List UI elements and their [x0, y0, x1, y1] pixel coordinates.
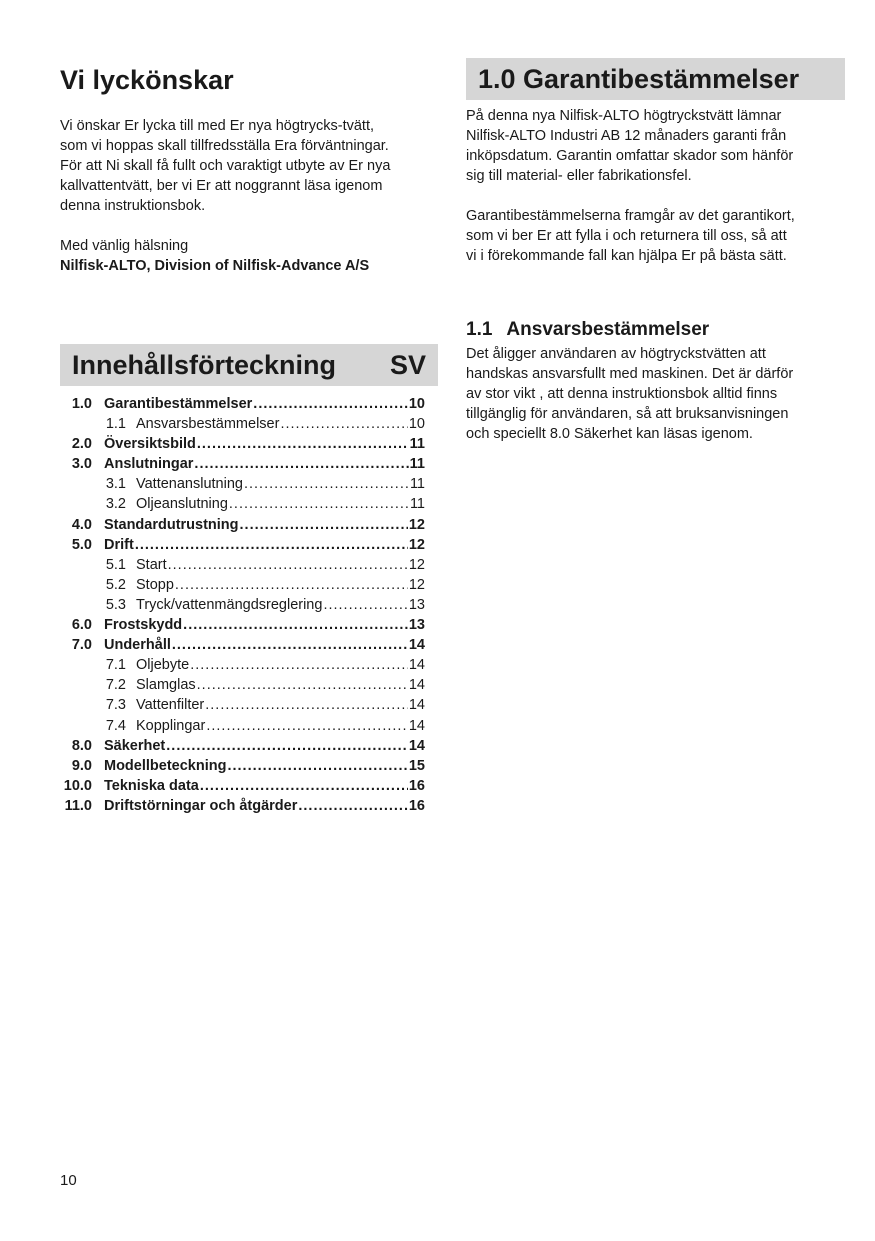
- liability-title: Ansvarsbestämmelser: [506, 319, 710, 340]
- toc-entry-number: 8.0: [71, 737, 92, 754]
- toc-entry-page: 16: [408, 797, 425, 814]
- toc-entry: [60, 555, 438, 575]
- toc-entry-number: 7.3: [105, 697, 126, 714]
- toc-leader-dots: [197, 434, 409, 454]
- toc-entry-page: 12: [408, 536, 425, 553]
- liability-line: av stor vikt , att denna instruktionsbok alltid finns: [466, 386, 778, 402]
- toc-entry: [60, 394, 438, 414]
- warranty-heading: 1.0 Garantibestämmelser: [466, 58, 845, 100]
- warranty-line: vi i förekommande fall kan hjälpa Er på bästa sätt.: [466, 248, 787, 264]
- toc-entry-title: Säkerhet: [104, 737, 166, 754]
- toc-entry-number: 10.0: [63, 777, 92, 794]
- toc-entry-title: Frostskydd: [104, 617, 183, 634]
- intro-line: denna instruktionsbok.: [60, 198, 206, 214]
- toc-entry-number: 4.0: [71, 516, 92, 533]
- toc-leader-dots: [166, 736, 408, 756]
- toc-entry-number: 5.2: [105, 576, 126, 593]
- toc-entry-title: Standardutrustning: [104, 516, 239, 533]
- toc-entry: [60, 454, 438, 474]
- intro-heading: Vi lyckönskar: [60, 65, 234, 95]
- toc-leader-dots: [172, 635, 408, 655]
- liability-line: Det åligger användaren av högtryckstvätten att: [466, 346, 766, 362]
- toc-entry: [60, 796, 438, 816]
- warranty-line: sig till material- eller fabrikationsfel.: [466, 168, 692, 184]
- toc-entry-page: 14: [408, 697, 425, 714]
- toc-entry-title: Drift: [104, 536, 134, 553]
- greeting: Med vänlig hälsning: [60, 238, 189, 254]
- toc-entry-title: Ansvarsbestämmelser: [136, 416, 280, 433]
- liability-line: handskas ansvarsfullt med maskinen. Det är därför: [466, 366, 794, 382]
- toc-entry-number: 2.0: [71, 436, 92, 453]
- toc-leader-dots: [190, 655, 408, 675]
- toc-entry-number: 9.0: [71, 757, 92, 774]
- warranty-line: inköpsdatum. Garantin omfattar skador som hänför: [466, 148, 794, 164]
- toc-entry-number: 6.0: [71, 617, 92, 634]
- toc-leader-dots: [135, 535, 408, 555]
- toc-entry: [60, 595, 438, 615]
- toc-entry-title: Oljeanslutning: [136, 496, 228, 513]
- toc-title: Innehållsförteckning: [72, 350, 337, 380]
- toc-entry-page: 13: [408, 617, 425, 634]
- toc-leader-dots: [298, 796, 408, 816]
- toc-entry: [60, 575, 438, 595]
- liability-line: och speciellt 8.0 Säkerhet kan läsas igenom.: [466, 426, 753, 442]
- toc-entry-page: 14: [408, 637, 425, 654]
- toc-entry-page: 10: [408, 416, 425, 433]
- toc-entry: [60, 494, 438, 514]
- toc-entry-title: Kopplingar: [136, 717, 206, 734]
- toc-entry: [60, 635, 438, 655]
- toc-entry: [60, 716, 438, 736]
- toc-entry-title: Anslutningar: [104, 456, 194, 473]
- toc-entry: [60, 655, 438, 675]
- toc-entry-title: Tryck/vattenmängdsreglering: [136, 596, 323, 613]
- warranty-line: Garantibestämmelserna framgår av det garantikort,: [466, 208, 795, 224]
- toc-entry: [60, 736, 438, 756]
- toc-leader-dots: [200, 776, 408, 796]
- toc-entry-title: Slamglas: [136, 677, 196, 694]
- toc-leader-dots: [244, 474, 409, 494]
- intro-paragraph: [60, 116, 438, 216]
- table-of-contents: [60, 394, 438, 816]
- toc-entry-number: 3.0: [71, 456, 92, 473]
- toc-entry: [60, 535, 438, 555]
- left-column: [60, 60, 438, 816]
- toc-entry-page: 11: [409, 476, 425, 493]
- toc-entry-title: Underhåll: [104, 637, 171, 654]
- toc-language: SV: [389, 350, 426, 380]
- toc-entry-page: 11: [409, 436, 425, 453]
- liability-paragraph: [466, 344, 845, 444]
- toc-entry: [60, 756, 438, 776]
- toc-leader-dots: [206, 716, 408, 736]
- toc-entry-title: Tekniska data: [104, 777, 199, 794]
- toc-leader-dots: [323, 595, 407, 615]
- toc-entry-page: 14: [408, 717, 425, 734]
- toc-entry-number: 5.0: [71, 536, 92, 553]
- signature: Nilfisk-ALTO, Division of Nilfisk-Advance A/S: [60, 258, 370, 274]
- toc-leader-dots: [227, 756, 407, 776]
- toc-entry: [60, 776, 438, 796]
- toc-leader-dots: [175, 575, 408, 595]
- page-number: 10: [60, 1172, 77, 1189]
- toc-entry-title: Vattenanslutning: [136, 476, 243, 493]
- warranty-line: Nilfisk-ALTO Industri AB 12 månaders garanti från: [466, 128, 787, 144]
- warranty-line: som vi ber Er att fylla i och returnera till oss, så att: [466, 228, 787, 244]
- toc-leader-dots: [240, 515, 408, 535]
- toc-entry-title: Oljebyte: [136, 657, 190, 674]
- toc-entry-title: Driftstörningar och åtgärder: [104, 797, 298, 814]
- toc-entry-number: 11.0: [64, 797, 92, 814]
- toc-leader-dots: [197, 675, 408, 695]
- toc-entry-page: 16: [408, 777, 425, 794]
- toc-leader-dots: [229, 494, 409, 514]
- toc-entry-number: 5.3: [105, 596, 126, 613]
- toc-entry: [60, 615, 438, 635]
- toc-entry: [60, 675, 438, 695]
- toc-entry-page: 14: [408, 737, 425, 754]
- toc-entry: [60, 414, 438, 434]
- toc-entry-page: 12: [408, 556, 425, 573]
- toc-entry-number: 7.1: [105, 657, 126, 674]
- liability-line: tillgänglig för användaren, så att bruksanvisningen: [466, 406, 789, 422]
- toc-entry-page: 12: [408, 576, 425, 593]
- toc-entry: [60, 474, 438, 494]
- toc-leader-dots: [253, 394, 408, 414]
- intro-line: som vi hoppas skall tillfredsställa Era förväntningar.: [60, 138, 389, 154]
- toc-entry-page: 10: [408, 396, 425, 412]
- toc-leader-dots: [194, 454, 408, 474]
- toc-entry: [60, 695, 438, 715]
- toc-entry: [60, 434, 438, 454]
- toc-entry-number: 1.0: [71, 396, 92, 412]
- toc-leader-dots: [183, 615, 408, 635]
- toc-entry-title: Start: [136, 556, 167, 573]
- toc-entry-title: Stopp: [136, 576, 174, 593]
- toc-entry-page: 14: [408, 657, 425, 674]
- toc-entry-page: 13: [408, 596, 425, 613]
- toc-entry-title: Vattenfilter: [136, 697, 205, 714]
- toc-entry-title: Modellbeteckning: [104, 757, 227, 774]
- toc-leader-dots: [280, 414, 407, 434]
- toc-heading: [60, 344, 438, 386]
- toc-entry-number: 3.1: [105, 476, 126, 493]
- toc-entry: [60, 515, 438, 535]
- warranty-line: På denna nya Nilfisk-ALTO högtryckstvätt lämnar: [466, 108, 782, 124]
- toc-entry-page: 11: [409, 456, 425, 473]
- toc-entry-number: 1.1: [105, 416, 126, 433]
- toc-entry-title: Garantibestämmelser: [104, 396, 253, 412]
- right-column: [466, 58, 845, 444]
- toc-entry-page: 11: [409, 496, 425, 513]
- toc-entry-number: 7.4: [105, 717, 126, 734]
- toc-entry-number: 7.2: [105, 677, 126, 694]
- toc-leader-dots: [168, 555, 408, 575]
- toc-entry-page: 12: [408, 516, 425, 533]
- toc-entry-page: 15: [408, 757, 425, 774]
- toc-entry-title: Översiktsbild: [104, 436, 196, 453]
- toc-entry-page: 14: [408, 677, 425, 694]
- warranty-paragraph-2: [466, 206, 845, 266]
- warranty-paragraph-1: [466, 106, 845, 186]
- liability-number: 1.1: [466, 319, 493, 340]
- intro-line: För att Ni skall få fullt och varaktigt utbyte av Er nya: [60, 158, 391, 174]
- toc-entry-number: 3.2: [105, 496, 126, 513]
- liability-heading: [466, 318, 845, 342]
- toc-entry-number: 7.0: [71, 637, 92, 654]
- toc-entry-number: 5.1: [105, 556, 126, 573]
- toc-leader-dots: [205, 695, 408, 715]
- intro-line: kallvattentvätt, ber vi Er att noggrannt läsa igenom: [60, 178, 383, 194]
- intro-line: Vi önskar Er lycka till med Er nya högtrycks-tvätt,: [60, 118, 375, 134]
